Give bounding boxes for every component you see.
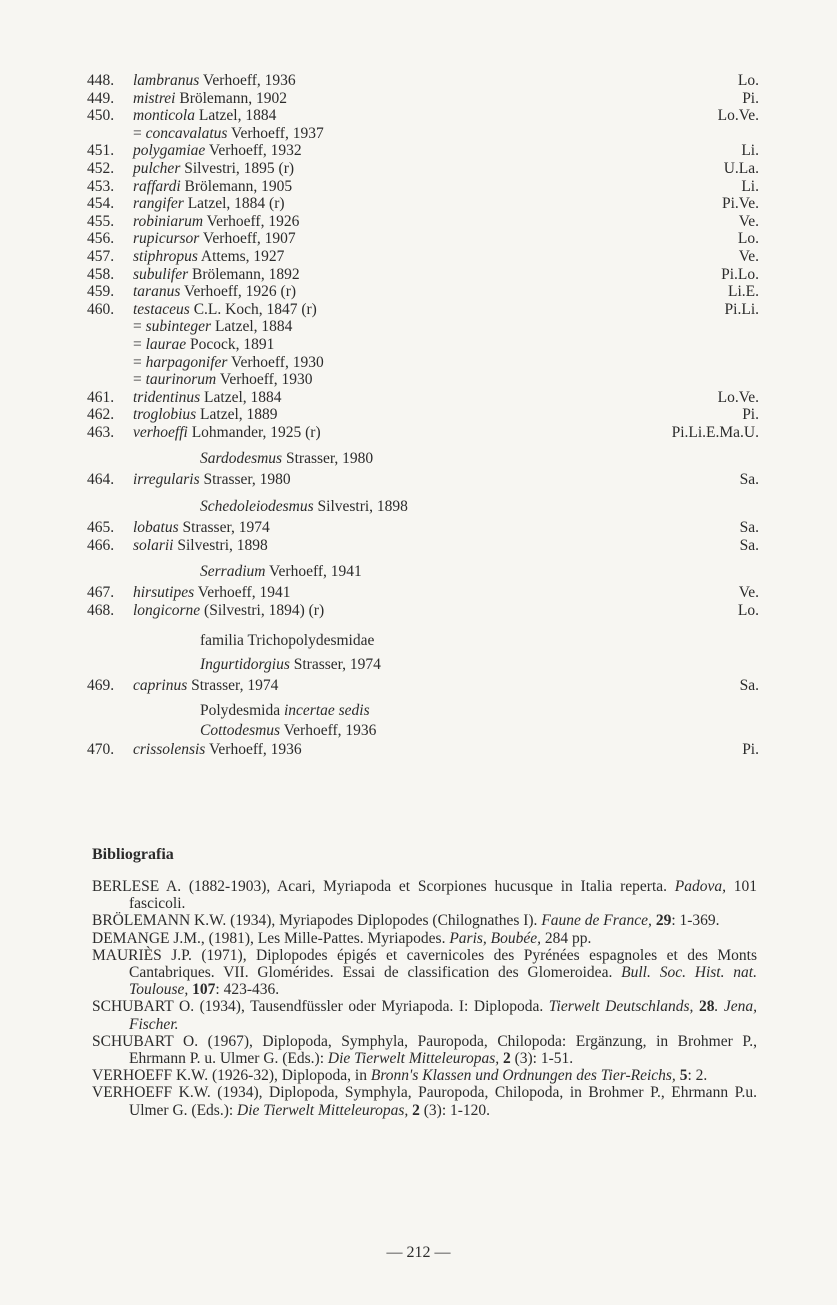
species-author: Attems, 1927	[197, 247, 285, 265]
entry-distribution: Lo.Ve.	[717, 107, 759, 125]
family-name: familia Trichopolydesmidae	[200, 632, 375, 650]
species-name: lobatus	[133, 519, 179, 537]
ref-text: MAURIÈS J.P. (1971), Diplopodes épigés et cavernicoles des Pyrénées espagnoles et des Monts Cantabriques. VII. Glomérides. Essai de classification des Glomeroidea.	[92, 946, 757, 982]
species-name: subinteger	[145, 318, 212, 336]
reference	[92, 947, 757, 999]
incertae-sedis: incertae sedis	[283, 702, 370, 720]
synonym-mark: =	[133, 318, 146, 336]
ref-pages: : 1-369.	[671, 912, 720, 930]
entry-distribution: Pi.Li.E.Ma.U.	[671, 423, 759, 441]
species-name: polygamiae	[133, 142, 206, 160]
entry-distribution: Sa.	[739, 536, 759, 554]
species-author: Verhoeff, 1936	[199, 72, 296, 89]
species-entry	[87, 584, 759, 602]
species-name: verhoeffi	[133, 423, 188, 441]
species-author: Verhoeff, 1937	[227, 124, 324, 142]
species-author: Verhoeff, 1930	[216, 371, 313, 389]
entry-distribution: Lo.	[737, 601, 759, 619]
species-entry	[87, 424, 759, 442]
entry-name	[133, 90, 287, 108]
species-entry	[87, 677, 759, 695]
species-entry	[87, 160, 759, 178]
species-author: Strasser, 1980	[199, 471, 291, 489]
species-author: Silvestri, 1895 (r)	[180, 159, 295, 177]
species-name: tridentinus	[133, 388, 201, 406]
species-name: rupicursor	[133, 230, 200, 248]
species-name: harpagonifer	[145, 353, 228, 371]
ref-volume: 28	[698, 998, 715, 1016]
entry-distribution: Ve.	[738, 212, 759, 230]
species-author: (Silvestri, 1894) (r)	[200, 601, 325, 619]
synonym-mark: =	[133, 353, 146, 371]
entry-distribution: Pi.	[742, 741, 759, 759]
synonym-entry	[87, 336, 759, 354]
species-author: Brölemann, 1905	[180, 177, 293, 195]
entry-distribution: Pi.Ve.	[721, 195, 759, 213]
species-list	[87, 72, 759, 759]
entry-distribution: Sa.	[739, 677, 759, 695]
entry-name	[133, 195, 285, 213]
synonym-mark: =	[133, 335, 146, 353]
entry-number: 453.	[87, 177, 115, 195]
ref-text: SCHUBART O. (1934), Tausendfüssler oder Myriapoda. I: Diplopoda.	[92, 998, 549, 1016]
species-entry	[87, 283, 759, 301]
ref-source: Tierwelt Deutschlands,	[548, 998, 694, 1016]
ref-pages: . Jena, Fischer.	[129, 998, 758, 1033]
species-author: Pocock, 1891	[186, 335, 275, 353]
incertae-heading	[87, 701, 759, 721]
species-name: pulcher	[133, 159, 181, 177]
species-name: stiphropus	[133, 247, 198, 265]
incertae-label	[200, 701, 370, 721]
entry-distribution: Lo.Ve.	[717, 388, 759, 406]
genus-heading	[87, 721, 759, 741]
order-name: Polydesmida	[200, 702, 284, 720]
species-entry	[87, 389, 759, 407]
species-entry	[87, 178, 759, 196]
ref-source: Paris, Boubée,	[449, 929, 542, 947]
species-author: Verhoeff, 1932	[205, 142, 302, 160]
species-author: Latzel, 1889	[196, 406, 278, 424]
species-entry	[87, 602, 759, 620]
ref-source: Padova,	[674, 878, 727, 895]
species-entry	[87, 266, 759, 284]
entry-distribution: Pi.	[742, 89, 759, 107]
ref-source: Bull. Soc. Hist. nat. Toulouse,	[129, 964, 757, 999]
species-author: Latzel, 1884	[195, 107, 277, 125]
genus-heading	[87, 560, 759, 584]
genus-author: Verhoeff, 1941	[265, 563, 362, 581]
entry-name	[133, 741, 302, 759]
entry-distribution: Sa.	[739, 519, 759, 537]
entry-number: 451.	[87, 142, 115, 160]
species-author: Verhoeff, 1930	[227, 353, 324, 371]
entry-name	[133, 677, 278, 695]
synonym-entry	[87, 371, 759, 389]
entry-number: 457.	[87, 247, 115, 265]
ref-text: SCHUBART O. (1967), Diplopoda, Symphyla, Pauropoda, Chilopoda: Ergänzung, in Brohmer P., Ehrmann P. u. Ulmer G. (Eds.):	[92, 1032, 757, 1068]
species-entry	[87, 195, 759, 213]
species-name: crissolensis	[133, 741, 206, 759]
genus-name: Sardodesmus	[200, 450, 283, 468]
entry-distribution: U.La.	[723, 159, 759, 177]
entry-name	[133, 318, 292, 336]
entry-distribution: Pi.Li.	[724, 300, 759, 318]
entry-name	[133, 125, 324, 143]
species-name: monticola	[133, 107, 195, 125]
entry-distribution: Pi.Lo.	[721, 265, 759, 283]
species-name: laurae	[145, 335, 187, 353]
species-author: Verhoeff, 1941	[194, 584, 291, 602]
synonym-entry	[87, 318, 759, 336]
synonym-mark: =	[133, 124, 146, 142]
species-author: Verhoeff, 1926	[203, 212, 300, 230]
entry-number: 449.	[87, 89, 115, 107]
species-name: rangifer	[133, 195, 184, 213]
bibliography-heading: Bibliografia	[92, 846, 174, 863]
species-entry	[87, 72, 759, 90]
species-name: testaceus	[133, 300, 190, 318]
genus-author: Verhoeff, 1936	[280, 722, 377, 740]
species-name: raffardi	[133, 177, 181, 195]
family-heading	[87, 629, 759, 653]
entry-name	[133, 230, 296, 248]
ref-text: 101 fascicoli.	[129, 878, 758, 913]
species-entry	[87, 213, 759, 231]
ref-text: BERLESE A. (1882-1903), Acari, Myriapoda et Scorpiones hucusque in Italia reperta.	[92, 878, 675, 895]
entry-name	[133, 471, 291, 489]
entry-distribution: Lo.	[737, 230, 759, 248]
entry-number: 450.	[87, 107, 115, 125]
ref-volume: 2	[412, 1101, 420, 1119]
species-entry	[87, 537, 759, 555]
ref-pages: : 423-436.	[215, 981, 280, 999]
genus-label	[200, 495, 408, 519]
species-author: Strasser, 1974	[178, 519, 270, 537]
ref-text: 284 pp.	[541, 929, 592, 947]
species-name: concavalatus	[145, 124, 228, 142]
entry-number: 460.	[87, 300, 115, 318]
species-author: Brölemann, 1892	[188, 265, 300, 283]
entry-distribution: Lo.	[737, 72, 759, 89]
entry-number: 470.	[87, 741, 115, 759]
reference	[92, 1084, 757, 1118]
entry-number: 452.	[87, 159, 115, 177]
entry-number: 467.	[87, 584, 115, 602]
entry-name	[133, 283, 296, 301]
genus-name: Serradium	[200, 563, 266, 581]
entry-number: 458.	[87, 265, 115, 283]
entry-number: 465.	[87, 519, 115, 537]
ref-text: BRÖLEMANN K.W. (1934), Myriapodes Diplopodes (Chilognathes I).	[92, 912, 542, 930]
synonym-entry	[87, 354, 759, 372]
ref-volume: 29	[655, 912, 672, 930]
entry-name	[133, 213, 299, 231]
reference	[92, 1033, 757, 1067]
genus-label	[200, 653, 381, 677]
entry-distribution: Li.E.	[728, 283, 759, 301]
species-name: irregularis	[133, 471, 200, 489]
ref-text: VERHOEFF K.W. (1934), Diplopoda, Symphyla, Pauropoda, Chilopoda, in Brohmer P., Ehrmann P.u. Ulmer G. (Eds.):	[92, 1084, 757, 1119]
entry-number: 462.	[87, 406, 115, 424]
entry-distribution: Sa.	[739, 471, 759, 489]
species-entry	[87, 471, 759, 489]
entry-number: 459.	[87, 283, 115, 301]
genus-name: Schedoleiodesmus	[200, 498, 314, 516]
entry-name	[133, 301, 317, 319]
genus-author: Strasser, 1974	[289, 656, 381, 674]
ref-text: DEMANGE J.M., (1981), Les Mille-Pattes. Myriapodes.	[92, 929, 450, 947]
species-author: Silvestri, 1898	[173, 536, 268, 554]
entry-name	[133, 584, 290, 602]
synonym-entry	[87, 125, 759, 143]
species-name: caprinus	[133, 677, 188, 695]
entry-name	[133, 406, 278, 424]
entry-number: 455.	[87, 212, 115, 230]
species-entry	[87, 142, 759, 160]
entry-number: 456.	[87, 230, 115, 248]
reference	[92, 930, 757, 947]
species-author: Latzel, 1884	[200, 388, 282, 406]
species-author: Verhoeff, 1907	[199, 230, 296, 248]
genus-author: Strasser, 1980	[282, 450, 374, 468]
species-author: Lohmander, 1925 (r)	[187, 423, 321, 441]
entry-number: 454.	[87, 195, 115, 213]
genus-heading	[87, 495, 759, 519]
entry-number: 466.	[87, 536, 115, 554]
bibliography-list	[92, 878, 757, 1119]
species-name: solarii	[133, 536, 174, 554]
entry-name	[133, 142, 302, 160]
entry-name	[133, 248, 284, 266]
entry-distribution: Li.	[741, 142, 759, 160]
reference	[92, 912, 757, 929]
species-name: troglobius	[133, 406, 197, 424]
species-name: mistrei	[133, 89, 176, 107]
reference	[92, 998, 757, 1032]
entry-name	[133, 266, 300, 284]
synonym-mark: =	[133, 371, 146, 389]
ref-source: Faune de France,	[541, 912, 652, 930]
species-entry	[87, 107, 759, 125]
entry-distribution: Li.	[741, 177, 759, 195]
species-author: Brölemann, 1902	[175, 89, 287, 107]
ref-volume: 107	[192, 981, 216, 999]
species-author: Latzel, 1884	[211, 318, 293, 336]
entry-name	[133, 107, 276, 125]
entry-name	[133, 354, 324, 372]
species-name: taranus	[133, 283, 181, 301]
species-entry	[87, 230, 759, 248]
species-author: Verhoeff, 1936	[205, 741, 302, 759]
entry-distribution: Ve.	[738, 584, 759, 602]
entry-name	[133, 336, 274, 354]
ref-source: Die Tierwelt Mitteleuropas,	[237, 1101, 409, 1119]
entry-name	[133, 160, 294, 178]
entry-number: 461.	[87, 388, 115, 406]
entry-number: 464.	[87, 471, 115, 489]
species-name: taurinorum	[145, 371, 217, 389]
reference	[92, 878, 757, 912]
entry-name	[133, 424, 321, 442]
species-name: hirsutipes	[133, 584, 195, 602]
genus-label	[200, 447, 373, 471]
entry-number: 463.	[87, 423, 115, 441]
entry-number: 469.	[87, 677, 115, 695]
entry-name	[133, 371, 313, 389]
ref-text: VERHOEFF K.W. (1926-32), Diplopoda, in	[92, 1067, 371, 1085]
ref-volume: 2	[502, 1050, 511, 1068]
entry-name	[133, 389, 282, 407]
species-entry	[87, 90, 759, 108]
ref-pages: (3): 1-120.	[419, 1101, 491, 1119]
genus-heading	[87, 447, 759, 471]
ref-volume: 5	[679, 1067, 688, 1085]
entry-distribution: Ve.	[738, 247, 759, 265]
ref-source: Die Tierwelt Mitteleuropas,	[327, 1050, 500, 1068]
genus-label	[200, 721, 376, 741]
species-entry	[87, 301, 759, 319]
species-name: longicorne	[133, 601, 201, 619]
ref-pages: : 2.	[687, 1067, 708, 1085]
entries-block	[87, 72, 759, 441]
entry-distribution: Pi.	[742, 406, 759, 424]
genus-heading	[87, 653, 759, 677]
entry-name	[133, 537, 268, 555]
entry-number: 448.	[87, 72, 115, 89]
page-number: — 212 —	[386, 1244, 451, 1261]
entry-number: 468.	[87, 601, 115, 619]
entry-name	[133, 178, 292, 196]
species-entry	[87, 406, 759, 424]
entry-name	[133, 519, 270, 537]
ref-source: Bronn's Klassen und Ordnungen des Tier-Reichs,	[370, 1067, 676, 1085]
genus-name: Ingurtidorgius	[200, 656, 290, 674]
genus-author: Silvestri, 1898	[313, 498, 408, 516]
reference	[92, 1067, 757, 1084]
species-author: C.L. Koch, 1847 (r)	[189, 300, 317, 318]
species-entry	[87, 741, 759, 759]
entry-name	[133, 72, 296, 90]
genus-name: Cottodesmus	[200, 722, 281, 740]
entry-name	[133, 602, 324, 620]
species-entry	[87, 519, 759, 537]
genus-label	[200, 560, 362, 584]
species-author: Latzel, 1884 (r)	[183, 195, 285, 213]
species-entry	[87, 248, 759, 266]
species-author: Strasser, 1974	[187, 677, 279, 695]
species-name: robiniarum	[133, 212, 204, 230]
species-author: Verhoeff, 1926 (r)	[180, 283, 297, 301]
ref-pages: (3): 1-51.	[510, 1050, 574, 1068]
species-name: subulifer	[133, 265, 189, 283]
species-name: lambranus	[133, 72, 200, 89]
